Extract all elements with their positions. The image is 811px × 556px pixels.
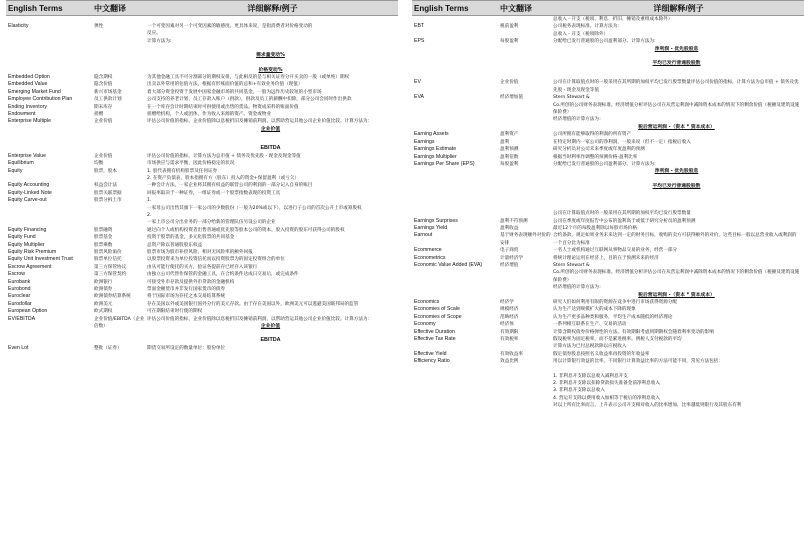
term-row: European Option 欧式期权 可在期限结束时行使的期权	[8, 308, 203, 315]
term-row: Elasticity 弹性 一个可变因素对另一个可变因素的敏感度。更具体来说，是指消费者对价格变动的 反应。 计算方法为: 需求量变动% 价格变动%	[6, 23, 398, 74]
left-column	[6, 0, 398, 556]
term-row: Economics 经济学 研究人们如何利用有限的资源在竞争中进行市场获得资源分配	[414, 299, 678, 305]
term-row: Emerging Market Fund 新兴市场基金 着大部分资金投资于发展中国家金融市场的共同基金。一般为远作历史较短的小型市场	[8, 88, 322, 95]
term-row: Effective Yield 有效收益率 假定债券股息按照名义收益率再投资的年收益率	[414, 350, 650, 357]
term-row: EPS 每股盈利 分配给已发行普通股的公司盈利部分。计算方法为: 净利润 - 优先股股息 平均已发行普通股股数	[414, 38, 701, 67]
term-row: Equity-Linked Note 股票关联票据 回报率取决于一种证券，一组证券或一个股票指数表现的投资工具	[8, 189, 281, 196]
term-row: Equity Carve-out 股票分拆上市 1. 一家母公司出售其旗下一家公司的少数股份（一般为20%或以下），以进行子公司的首次公开上市或筹股权 2. 一家上市公司分出业务的一部分给新的管理队伍另设公司的企业	[8, 197, 362, 226]
term-row: Effective Duration 有效期限 计算含期权债券价格弹性的方法。有效期限考虑到期期权会随着利率变动的影响	[414, 328, 714, 335]
table-header: English Terms 中文翻译 详细解释/例子	[412, 0, 804, 16]
term-row: Even Lot 整批（证券） 期货交易所设定的数量单位：股份单位	[8, 344, 226, 351]
term-row: Earning Assets 盈利资产 公司所拥有能够取得的利润的所有资产	[414, 131, 632, 138]
term-row: Efficiency Ratio 效益比例 用以计算银行效益的比率，不同银行计算效益比率的方法可能不同，常见方法包括： 1. 非利息开支除以总收入减利息开支 2. 非利息开支除以扣除贷款损失准备金前净利息收入 3. 非利息开支除以总收入 4. 营运开支除以费用收入加相等于税后的净利息收入 对以上所有比率而言，上升表示公司开支相对收入的比率增加，比率越低则银行及其股东有利	[414, 358, 742, 409]
term-row: Economies of Scale 规模经济 认为生产达到规模扩大的成本下降的现象	[414, 306, 636, 313]
term-row: Employee Contribution Plan 员工供款计划 公司支持的养老计划，员工存款入账户（供款），供款及员工的薪酬中扣除，部分公司会同时作出供款	[8, 96, 352, 103]
term-row: Equilibrium 均衡 市场供应与需求平衡，因此价格稳定的状况	[8, 160, 235, 167]
term-row: Earnings Estimate 盈利预测 研究分析员对公司未来季度或年度盈利的预测	[414, 146, 645, 153]
term-row: Economies of Scope 范畴经济 认为生产更多品种类和服务，平均生产成本随低的经济理论	[414, 313, 673, 320]
header-english: English Terms	[8, 3, 63, 13]
term-row: Earnings Surprises 盈利不符预测 公司在季度或年度报告中公布的盈利高于或低于研究分析员的盈利预测	[414, 217, 696, 224]
right-column	[412, 0, 804, 556]
term-row: Economic Value Added (EVA) 经济增值 Stern Stewart & Co.所创的公司财务表现标准。经济增值分析评估公司在从营运利润中减除资本成本的情况下的剩余价值（税额及建筑设施保险费） 经济增值的计算方法为： 税后营运利润 -（资本 * 资本成本）	[414, 261, 800, 298]
term-row: Equity Financing 股票融资 通过向个人或机构投资者出售普通或优先股等股本公司的资本。股入投资的股东可获得公司的股权	[8, 226, 345, 233]
term-row: Eurobond 欧洲债券 票面金额货币并非发行国家货币的债券	[8, 286, 226, 292]
formula-numerator: 需求量变动%	[256, 53, 285, 59]
term-row: Enterprise Multiple 企业价值 评估公司价值的指标，企业价值除以息税折旧及摊销前利润，以帮助营运其他公司企业价值比较。计算方法为： 企业价值 EBITDA	[8, 118, 373, 152]
term-row: Escrow Agreement 第三方保管协议 由从可能行使托的买方，验证各提前存已经存入该银行	[8, 263, 258, 270]
term-row: Escrow 第三方保管契约 由独立公司代替作保管的金融工具，在合约条件达成日交易后，或完成条件	[8, 271, 299, 278]
term-row: Enterprise Value 企业价值 评估公司价值的指标，计算方法为总市值 + 债务及优先股 - 现金及现金等值	[8, 152, 301, 159]
term-row: Endowment 捐赠 捐赠给机构，个人或团体，作为收入来源的资产。资金或物业	[8, 111, 272, 118]
term-row: EVA 经济增加值 Stern Stewart & Co.所创的公司财务表现标准。经济增值分析评估公司在从营运利润中减除资本成本的情况下的剩余价值（税额及建筑设施保险费） 经济增值的计算方法为： 税后营运利润 -（资本 * 资本成本）	[414, 94, 800, 130]
term-row: Embedded Value 隐含价值 出卖以外常用的估值方法，根据有形账面价值的总和+有效业务价值（现值）	[8, 81, 303, 88]
term-row: Earnings 盈利 在特定时期内一家公司的净利润，一般来说（但不一定）指税后收入	[414, 138, 691, 145]
term-row: Eurodollar 欧洲美元 存在美国以外或美国银行国外分行的美元存款。由于存在美国以外，欧洲美元可以逃避美国联邦局的监管	[8, 300, 359, 307]
term-row: Ending Inventory 期末库存 在一个库存会计时期结束时可供使用或出售的货品。物资成采料的账面价值	[8, 103, 299, 110]
term-row: Equity Multiplier 股票乘数 总资产除以普通股股东权益	[8, 241, 203, 248]
term-row: Equity Risk Premium 股票风险溢价 股票市场为股市补偿风险，相对无风险率的额外回报	[8, 248, 253, 255]
term-row: EV 企业价值 公司在计算取值点时的一般采用在其所期的加权平均已发行股票数量评估公司价值的指标，计算方法为总市值 + 债务及优先股 - 现金及现金等值	[414, 79, 799, 93]
formula-denominator: 价格变动%	[258, 67, 283, 73]
term-row: Equity 股票，股本 1. 股代表拥有机构股票及任何证券 2. 在资产负债表，股本指拥有方（股东）投入的资金+保留盈利（或亏欠）	[8, 167, 300, 181]
header-detail: 详细解释/例子	[247, 3, 298, 13]
term-row: Equity Unit Investment Trust 股票单位信托 以股票投资来为单位投资信托而以投资股票为的固定投资组合的单位	[8, 256, 285, 263]
term-row: Embedded Option 隐含期权 为其他金融工具不可分割部分的期权安排，与此相反的是与相关证券分开买卖的一般（或单纯）期权	[8, 74, 350, 81]
term-row: 公司在计算取值点时的一般采用在其所期的加权平均已发行股票数量	[553, 211, 691, 217]
term-row: Eurobank 欧洲银行 可接受外币存款及提供外币贷款的金融机构	[8, 278, 235, 285]
term-row: 总收入 - 开支（税项、利息、折旧、摊销及重组成本除外）	[553, 17, 673, 22]
term-row: Economy 经济体 一系列相互联系在生产、交易的活动	[414, 321, 627, 328]
term-row: Euroclear 欧洲债券结算系统 将于国际市场为存托之本交易结算系统	[8, 293, 226, 300]
term-row: Earnings Yield 盈利收益 最近12个月的每股盈利除以每股市场价格	[414, 224, 637, 231]
term-row: Earnout 基于财务表现额外对价的安排 合约条款，规定如果业务未来达到一定的财务目标，收购的卖方可获得额外的对价，这些目标一般以总营业收入或利润的一个百分比为标准	[414, 232, 797, 246]
term-row: Effective Tax Rate 有效税率 假设税率为固定税率，而不是累进税率。例税人支付税款的平均 计算方法为已付总税款除以应税收入	[414, 336, 682, 350]
header-chinese: 中文翻译	[94, 3, 126, 13]
term-row: Earnings Per Share (EPS) 每股盈利 分配给已发行普通股的公司盈利部分。计算方法为: 净利润 - 优先股股息 平均已发行普通股股数	[414, 160, 701, 189]
term-row: Ecommerce 电子商贸 一名人士或机构通过互联网从事物品交易的业务，经营一部分	[414, 247, 678, 254]
table-header	[6, 0, 398, 16]
term-row: Equity Accounting 权益会计法 一种会计方法，一家企业将其拥有权益的联营公司的利润的一部分记入自身的账目	[8, 182, 313, 189]
term-row: Econometrics 计量经济学 将统计理论运用在经济上，目的在于预测未来的经济	[414, 254, 659, 261]
term-row: Equity Fund 股票基金 投资于股票的基金，多元化股票的共同基金	[8, 234, 235, 241]
term-row: Earnings Multiplier 盈利倍数 根据当时利率作调整的预测价格-盈利比率	[414, 153, 638, 160]
term-row: EBT 税前盈利 公司税务表现标准。计算方法为: 总收入 - 开支（税项除外）	[414, 23, 619, 37]
term-row: EV/EBITDA 企业价值/EBITDA（企业倍数） 评估公司价值的指标，企业价值除以息税折旧及摊销前利润，以帮助营运其他公司企业价值比较。计算方法为： 企业价值 EBITDA	[8, 315, 373, 344]
